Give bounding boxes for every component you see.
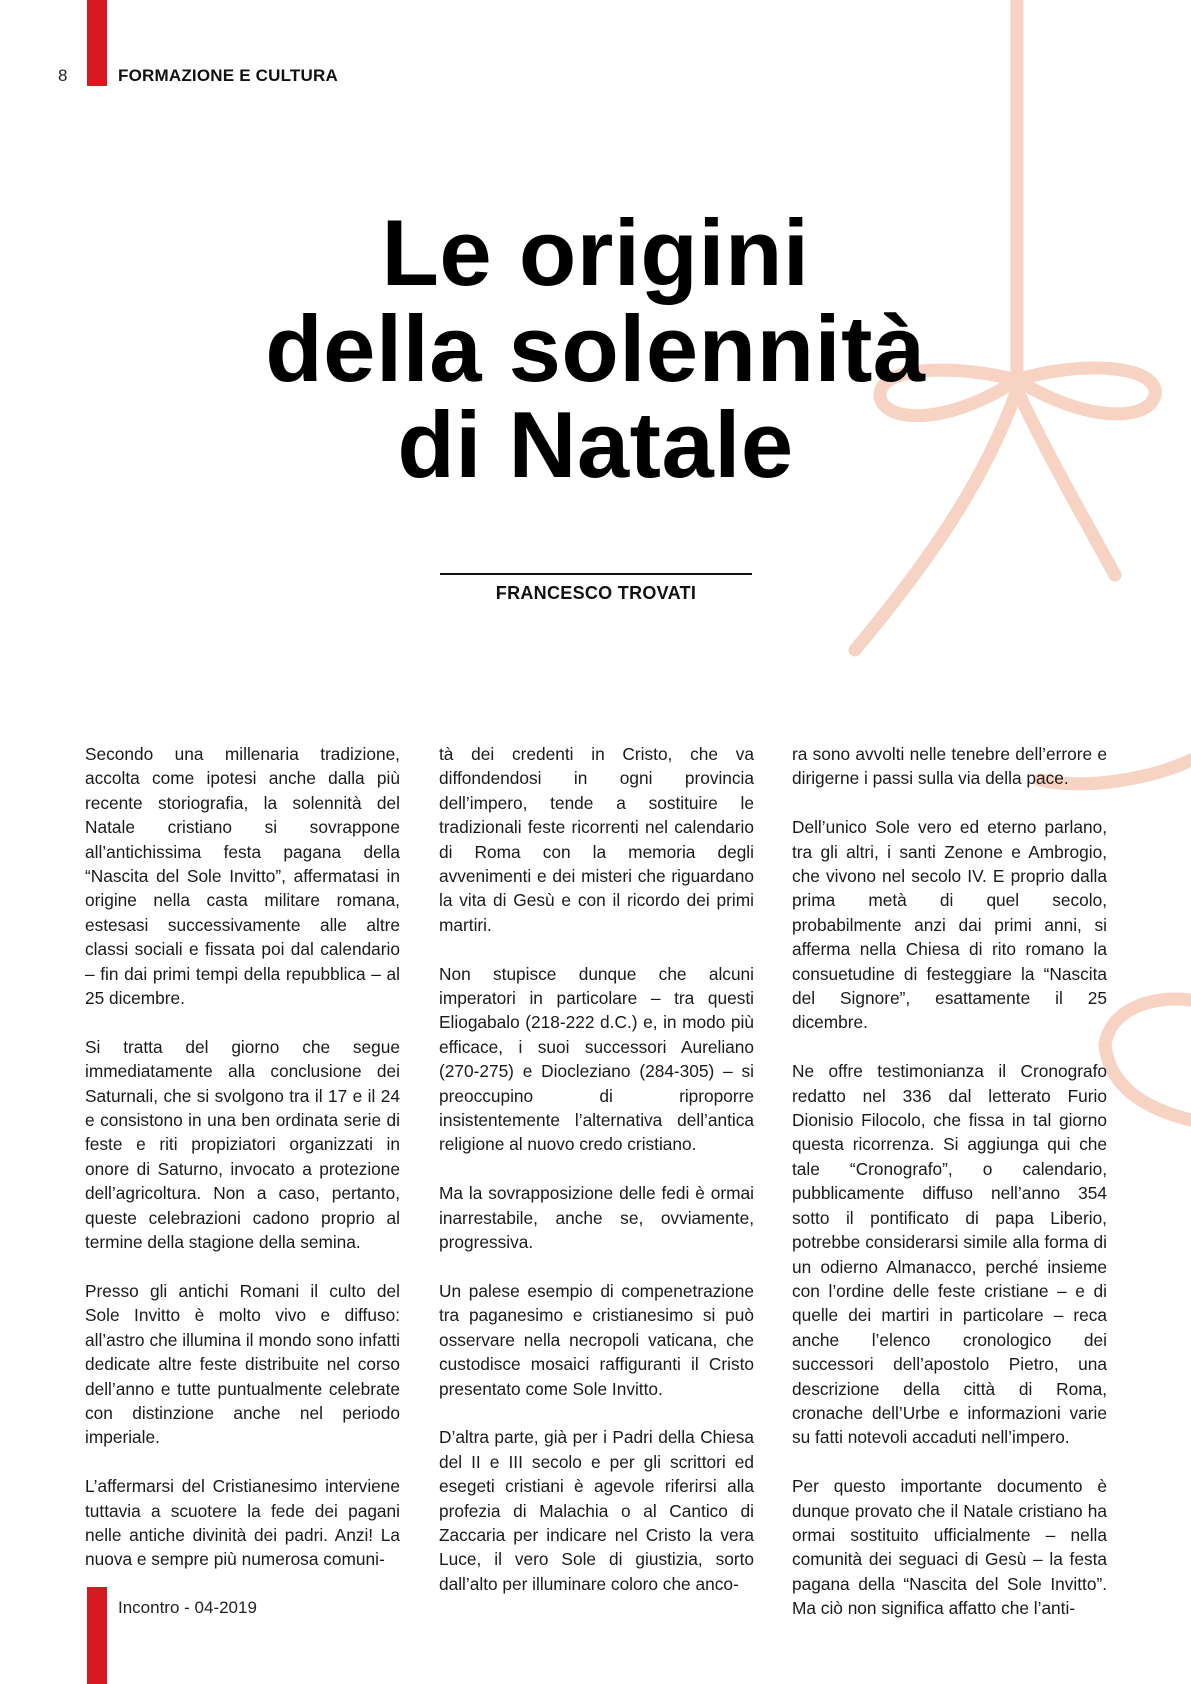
article-column-3 [792, 742, 1107, 1645]
section-label: FORMAZIONE E CULTURA [118, 66, 338, 85]
paragraph: D’altra parte, già per i Padri della Chiesa del II e III secolo e per gli scrittori ed esegeti cristiani è agevole riferirsi alla profezia di Malachia o al Cantico di Zaccaria per indicare nel Cristo la vera Luce, il vero Sole di giustizia, sorto dall’alto per illuminare coloro che anco- [439, 1427, 754, 1594]
paragraph: Si tratta del giorno che segue immediatamente alla conclusione dei Saturnali, che si svolgono tra il 17 e il 24 e consistono in una ben ordinata serie di feste e riti propiziatori organizzati in onore di Saturno, invocato a protezione dell’agricoltura. Non a caso, pertanto, queste celebrazioni cadono proprio al termine della stagione della semina. [85, 1036, 400, 1253]
paragraph: tà dei credenti in Cristo, che va diffondendosi in ogni provincia dell’impero, tende a sostituire le tradizionali feste ricorrenti nel calendario di Roma con la memoria degli avvenimenti e dei misteri che riguardano la vita di Gesù e con il ricordo dei primi martiri. [439, 744, 754, 935]
page-number: 8 [58, 66, 68, 85]
paragraph: ra sono avvolti nelle tenebre dell’errore e dirigerne i passi sulla via della pace. [792, 744, 1107, 789]
paragraph: L’affermarsi del Cristianesimo interviene tuttavia a scuotere la fede dei pagani nelle antiche divinità dei padri. Anzi! La nuova e sempre più numerosa comuni- [85, 1476, 400, 1570]
footer-issue-label: Incontro - 04-2019 [118, 1598, 257, 1617]
author-byline: FRANCESCO TROVATI [495, 583, 697, 603]
header-accent-bar [87, 0, 107, 86]
paragraph: Ne offre testimonianza il Cronografo redatto nel 336 dal letterato Furio Dionisio Filocolo, che fissa in tal giorno questa ricorrenza. Si aggiunga qui che tale “Cronografo”, o calendario, pubblicamente diffuso nell’anno 354 sotto il pontificato di papa Liberio, potrebbe considerarsi simile alla forma di un odierno Almanacco, perché insieme con l’ordine delle feste cristiane – e di quelle dei martiri in particolare – reca anche l’elenco cronologico dei successori dell’apostolo Pietro, una descrizione della città di Roma, cronache dell’Urbe e informazioni varie su fatti notevoli accaduti nell’impero. [792, 1061, 1107, 1448]
paragraph: Secondo una millenaria tradizione, accolta come ipotesi anche dalla più recente storiografia, la solennità del Natale cristiano si sovrappone all’antichissima festa pagana della “Nascita del Sole Invitto”, affermatasi in origine nella casta militare romana, estesasi successivamente alle altre classi sociali e fissata poi dal calendario – fin dai primi tempi della repubblica – al 25 dicembre. [85, 744, 400, 1009]
footer-accent-bar [87, 1587, 107, 1684]
byline-divider [440, 573, 752, 575]
article-title [80, 200, 1111, 497]
paragraph: Ma la sovrapposizione delle fedi è ormai inarrestabile, anche se, ovviamente, progressiva. [439, 1183, 754, 1253]
article-column-2 [439, 742, 754, 1621]
paragraph: Presso gli antichi Romani il culto del Sole Invitto è molto vivo e diffuso: all’astro che illumina il mondo sono infatti dedicate altre feste distribuite nel corso dell’anno e tutte puntualmente celebrate con distinzione anche nel periodo imperiale. [85, 1280, 400, 1448]
paragraph: Dell’unico Sole vero ed eterno parlano, tra gli altri, i santi Zenone e Ambrogio, che vivono nel secolo IV. E proprio dalla prima metà di quel secolo, probabilmente anzi dai primi anni, si afferma nella Chiesa di rito romano la consuetudine di festeggiare la “Nascita del Signore”, esattamente il 25 dicembre. [792, 817, 1107, 1033]
paragraph: Non stupisce dunque che alcuni imperatori in particolare – tra questi Eliogabalo (218-222 d.C.) e, in modo più efficace, i suoi successori Aureliano (270-275) e Diocleziano (284-305) – si preoccupino di riproporre insistentemente l’alternativa dell’antica religione al nuovo credo cristiano. [439, 963, 754, 1155]
title-line-1: Le origini [381, 200, 810, 305]
article-column-1 [85, 742, 400, 1596]
paragraph: Per questo importante documento è dunque provato che il Natale cristiano ha ormai sostituito ufficialmente – nella comunità dei seguaci di Gesù – la festa pagana della “Nascita del Sole Invitto”. Ma ciò non significa affatto che l’anti- [792, 1476, 1107, 1619]
title-line-3: di Natale [397, 392, 794, 497]
paragraph: Un palese esempio di compenetrazione tra paganesimo e cristianesimo si può osservare nella necropoli vaticana, che custodisce mosaici raffiguranti il Cristo presentato come Sole Invitto. [439, 1280, 754, 1399]
title-line-2: della solennità [265, 296, 926, 401]
